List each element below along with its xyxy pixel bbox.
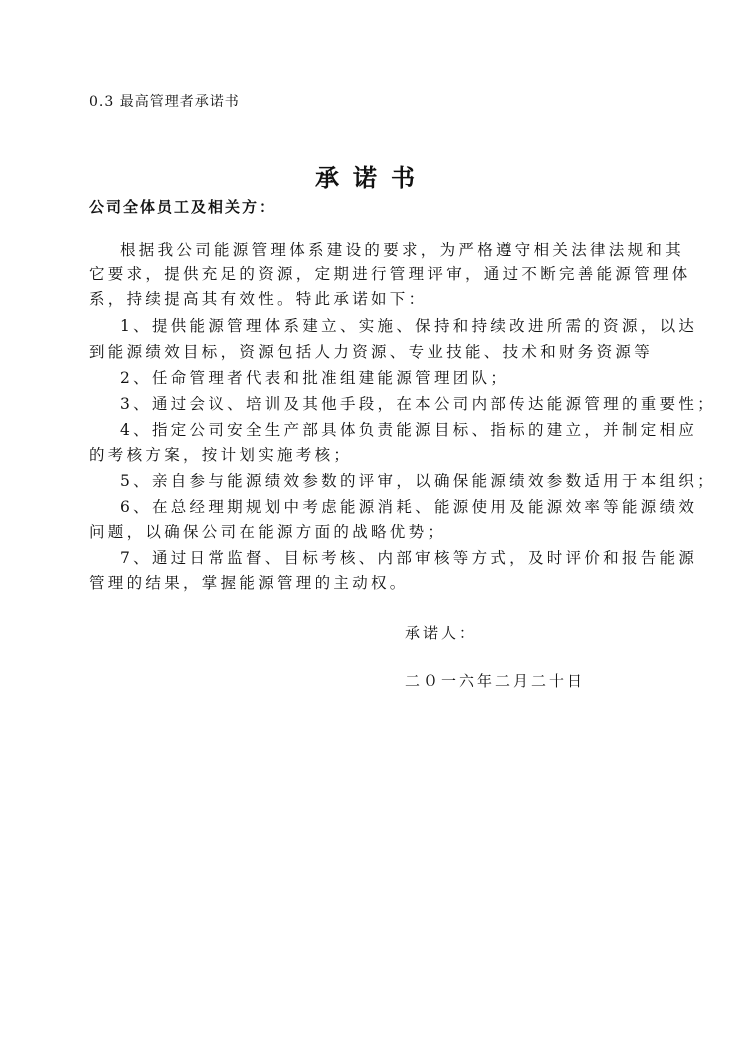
- section-heading: 0.3 最高管理者承诺书: [89, 94, 240, 110]
- body-line: 管理的结果，掌握能源管理的主动权。: [89, 574, 409, 592]
- document-date: 二０一六年二月二十日: [405, 672, 586, 690]
- body-line: 7、通过日常监督、目标考核、内部审核等方式，及时评价和报告能源: [120, 549, 698, 567]
- signer-label: 承诺人：: [405, 624, 478, 642]
- document-title: 承诺书: [315, 163, 429, 192]
- body-line: 它要求，提供充足的资源，定期进行管理评审，通过不断完善能源管理体: [89, 265, 691, 283]
- body-line: 1、提供能源管理体系建立、实施、保持和持续改进所需的资源，以达: [120, 317, 698, 335]
- body-line: 到能源绩效目标，资源包括人力资源、专业技能、技术和财务资源等: [89, 343, 654, 361]
- body-line: 4、指定公司安全生产部具体负责能源目标、指标的建立，并制定相应: [120, 421, 698, 439]
- body-line: 系，持续提高其有效性。特此承诺如下：: [89, 290, 428, 308]
- body-line: 3、通过会议、培训及其他手段，在本公司内部传达能源管理的重要性；: [120, 395, 716, 413]
- body-line: 根据我公司能源管理体系建设的要求，为严格遵守相关法律法规和其: [120, 241, 685, 259]
- body-line: 6、在总经理期规划中考虑能源消耗、能源使用及能源效率等能源绩效: [120, 498, 698, 516]
- salutation: 公司全体员工及相关方：: [89, 198, 277, 216]
- body-line: 5、亲自参与能源绩效参数的评审，以确保能源绩效参数适用于本组织；: [120, 472, 716, 490]
- body-line: 的考核方案，按计划实施考核；: [89, 446, 353, 464]
- body-line: 2、任命管理者代表和批准组建能源管理团队；: [120, 369, 510, 387]
- body-line: 问题，以确保公司在能源方面的战略优势；: [89, 523, 447, 541]
